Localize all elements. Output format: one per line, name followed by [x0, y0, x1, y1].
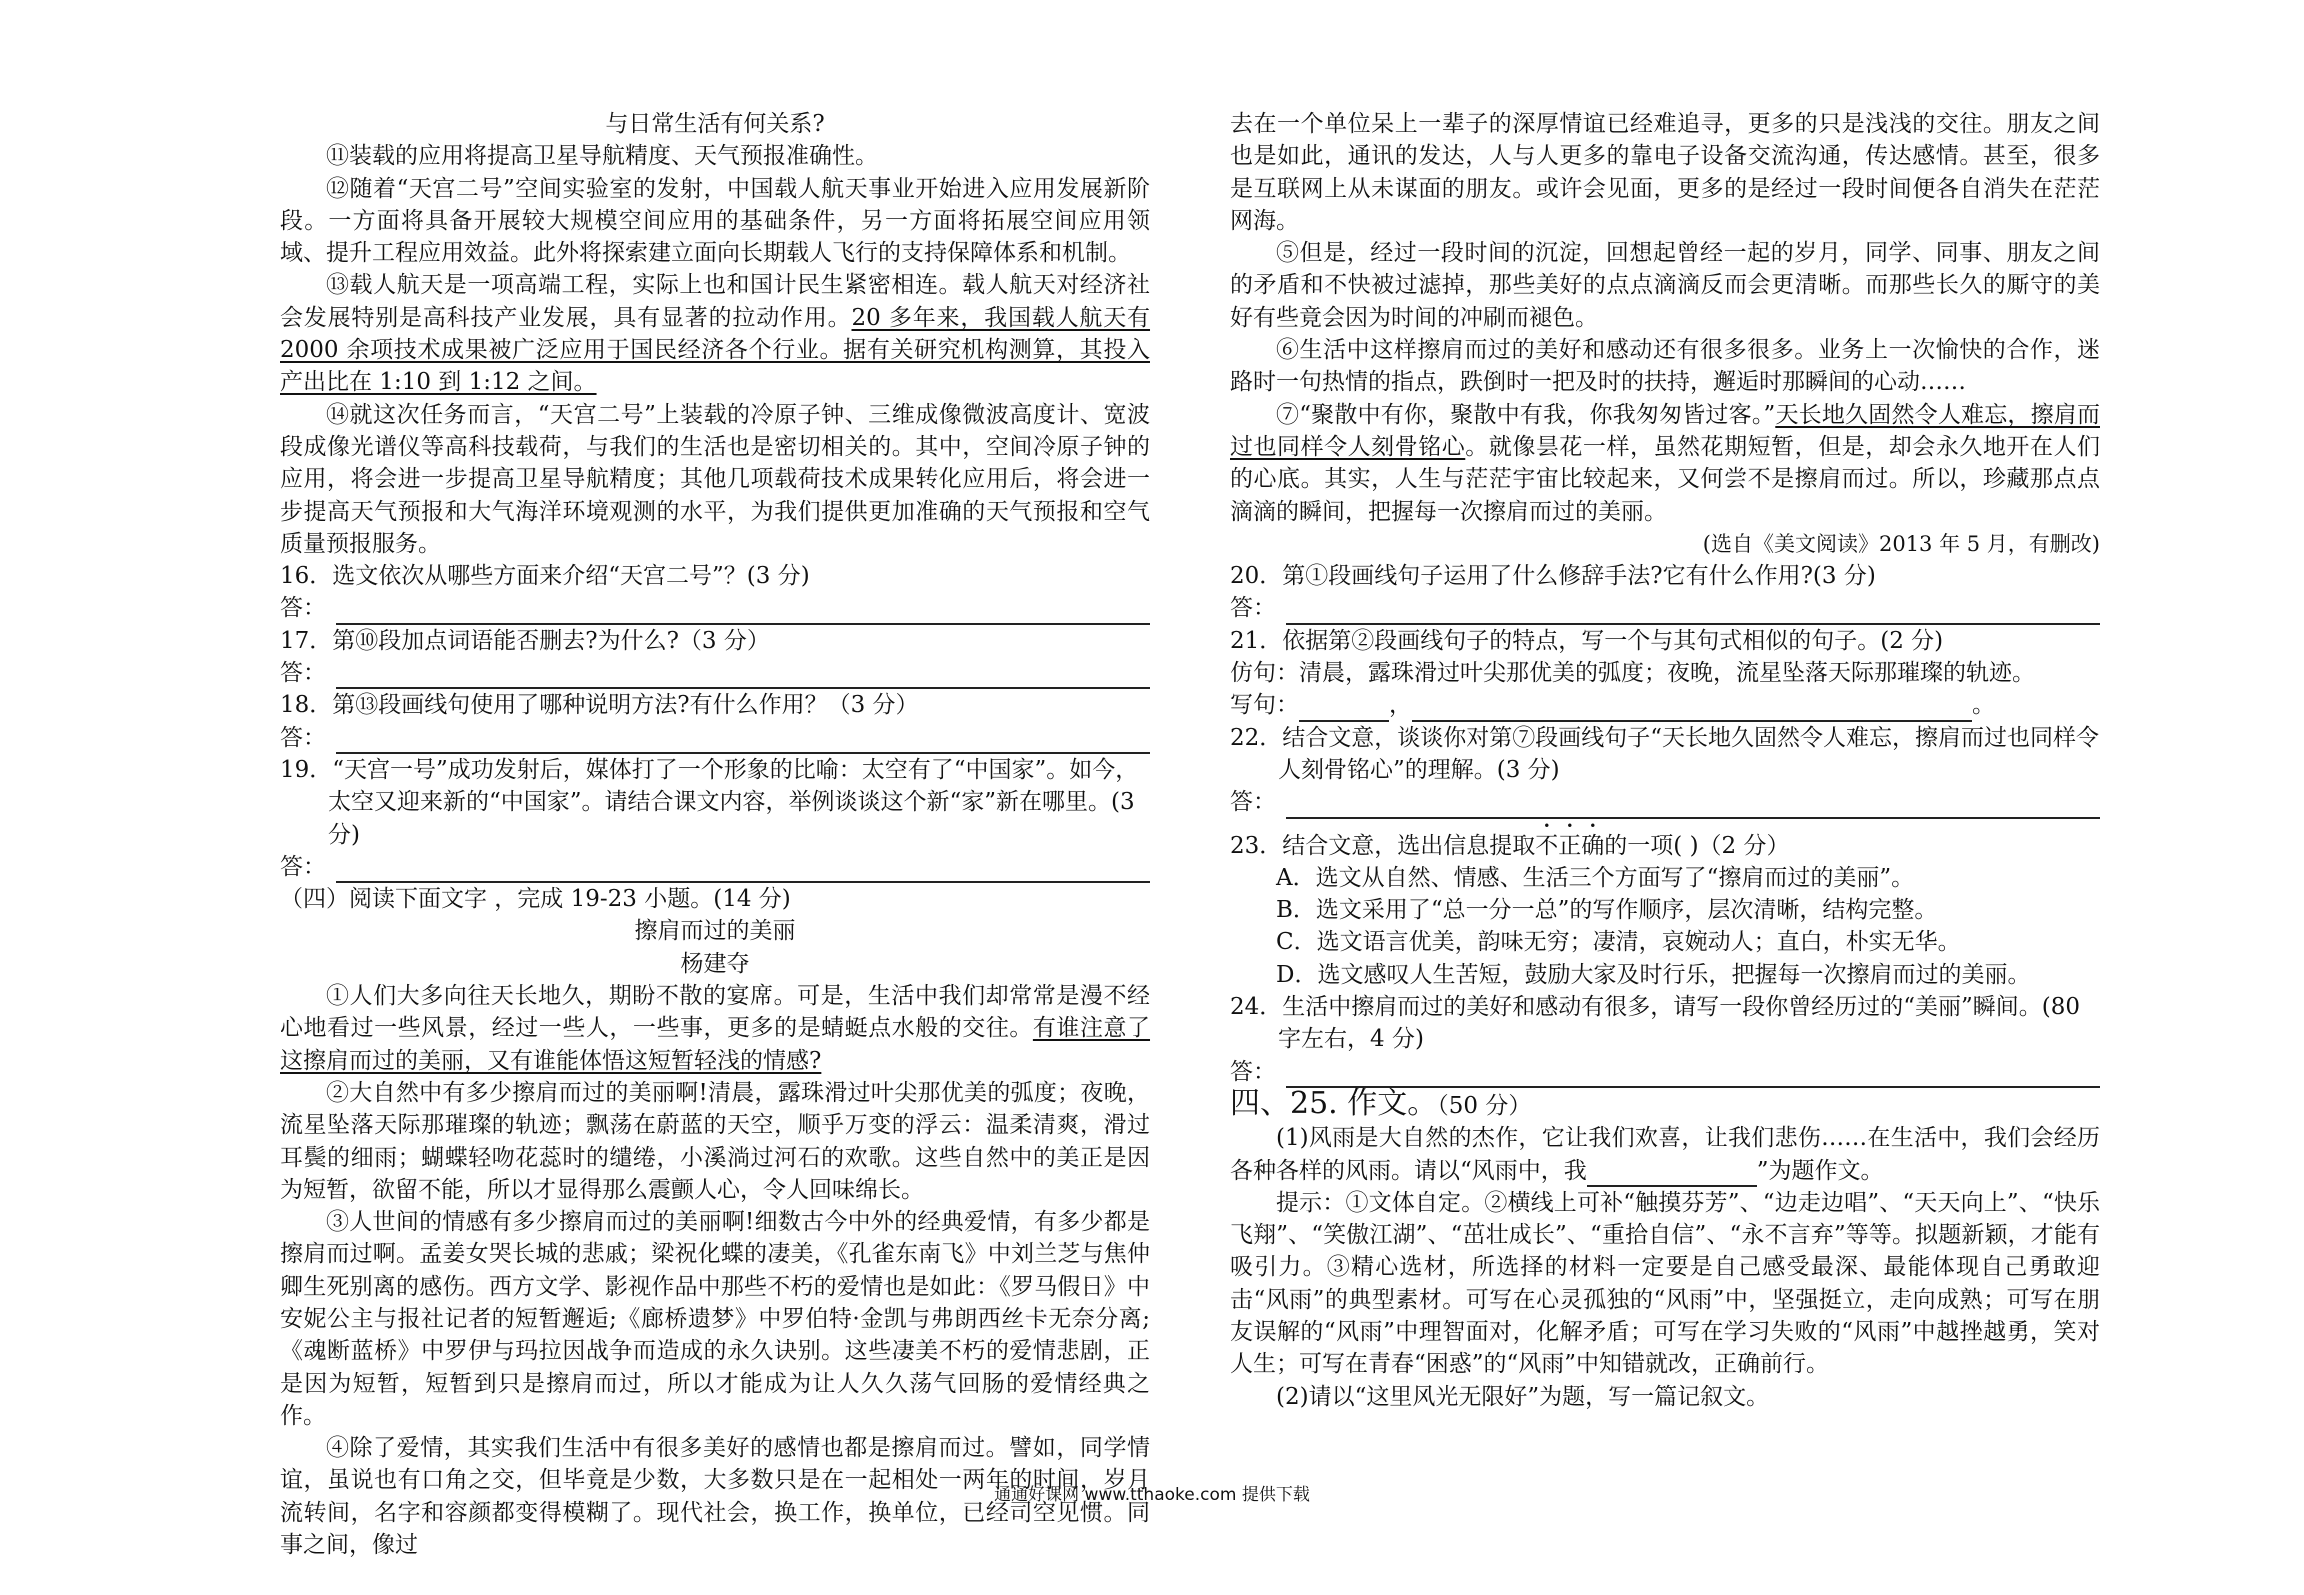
answer-label: 答：: [1230, 1058, 1276, 1085]
question-19: 19．“天宫一号”成功发射后，媒体打了一个形象的比喻：太空有了“中国家”。如今，太空又迎来新的“中国家”。请结合课文内容，举例谈谈这个新“家”新在哪里。(3 分): [280, 756, 1139, 848]
left-column: [280, 108, 1150, 1561]
article-paragraph-7: [1230, 399, 2100, 528]
answer-line: [1286, 795, 2100, 819]
example-sentence: 仿句：清晨，露珠滑过叶尖那优美的弧度；夜晚，流星坠落天际那璀璨的轨迹。: [1230, 660, 2035, 687]
article-paragraph-1-text: ①人们大多向往天长地久，期盼不散的宴席。可是，生活中我们却常常是漫不经心地看过一些风景，经过一些人，一些事，更多的是蜻蜓点水般的交往。: [280, 983, 1150, 1042]
paragraph-13-underlined: 20 多年来，我国载人航天有 2000 余项技术成果被广泛应用于国民经济各个行业。据有关研究机构测算，其投入产出比在 1:10 到 1:12 之间。: [280, 304, 1151, 396]
article-source: (选自《美文阅读》2013 年 5 月，有删改): [1702, 531, 2100, 556]
answer-16[interactable]: [280, 592, 1150, 624]
right-column: [1230, 108, 2100, 1413]
paragraph-13-text: ⑬载人航天是一项高端工程，实际上也和国计民生紧密相连。载人航天对经济社会发展特别是高科技产业发展，具有显著的拉动作用。: [280, 272, 1150, 331]
question-23-emphasis: 不正确: [1535, 832, 1605, 859]
answer-line: [336, 601, 1150, 625]
article-paragraph-7-underlined: 天长地久固然令人难忘，擦肩而过也同样令人刻骨铭心: [1230, 401, 2100, 460]
article-paragraph-5: ⑤但是，经过一段时间的沉淀，回想起曾经一起的岁月，同学、同事、朋友之间的矛盾和不快被过滤掉，那些美好的点点滴滴反而会更清晰。而那些长久的厮守的美好有些竟会因为时间的冲刷而褪色。: [1230, 240, 2100, 331]
question-18: 18．第⑬段画线句使用了哪种说明方法?有什么作用？（3 分）: [280, 692, 919, 719]
article-title: 擦肩而过的美丽: [634, 918, 796, 945]
question-22: 22．结合文意，谈谈你对第⑦段画线句子“天长地久固然令人难忘，擦肩而过也同样令人刻骨铭心”的理解。(3 分): [1230, 724, 2100, 783]
answer-line: [336, 730, 1150, 754]
answer-19[interactable]: [280, 851, 1150, 883]
essay-heading-title: 四、25. 作文。: [1230, 1085, 1438, 1121]
passage-line: 与日常生活有何关系?: [605, 111, 825, 137]
answer-label: 答：: [280, 660, 326, 687]
paragraph-12: ⑫随着“天宫二号”空间实验室的发射，中国载人航天事业开始进入应用发展新阶段。一方面将具备开展较大规模空间应用的基础条件，另一方面将拓展空间应用领域、提升工程应用效益。此外将探索建立面向长期载人飞行的支持保障体系和机制。: [280, 175, 1150, 267]
page-footer: 通通好课网 www.tthaoke.com 提供下载: [994, 1485, 1310, 1505]
article-paragraph-4: ④除了爱情，其实我们生活中有很多美好的感情也都是擦肩而过。譬如，同学情谊，虽说也有口角之交，但毕竟是少数，大多数只是在一起相处一两年的时间，岁月流转间，名字和容颜都变得模糊了。现代社会，换工作，换单位，已经司空见惯。同事之间，像过: [280, 1435, 1150, 1559]
answer-label: 答：: [280, 853, 326, 880]
question-24: 24．生活中擦肩而过的美好和感动有很多，请写一段你曾经历过的“美丽”瞬间。(80 字左右，4 分): [1230, 994, 2081, 1053]
question-21: 21．依据第②段画线句子的特点，写一个与其句式相似的句子。(2 分): [1230, 627, 1944, 654]
paragraph-13: [280, 269, 1150, 398]
article-paragraph-2: ②大自然中有多少擦肩而过的美丽啊!清晨，露珠滑过叶尖那优美的弧度；夜晚，流星坠落天际那璀璨的轨迹；飘荡在蔚蓝的天空，顺乎万变的浮云：温柔清爽，滑过耳鬓的细雨；蝴蝶轻吻花蕊时的缱绻，小溪淌过河石的欢歌。这些自然中的美正是因为短暂，欲留不能，所以才显得那么震颤人心，令人回味绵长。: [280, 1079, 1150, 1203]
article-paragraph-6: ⑥生活中这样擦肩而过的美好和感动还有很多很多。业务上一次愉快的合作，迷路时一句热情的指点，跌倒时一把及时的扶持，邂逅时那瞬间的心动……: [1230, 337, 2100, 396]
section-4-heading: （四）阅读下面文字 ，完成 19-23 小题。(14 分): [280, 886, 791, 913]
article-paragraph-7-text: 。就像昙花一样，虽然花期短暂，但是，却会永久地开在人们的心底。其实，人生与茫茫宇宙比较起来，又何尝不是擦肩而过。所以，珍藏那点点滴滴的瞬间，把握每一次擦肩而过的美丽。: [1230, 433, 2101, 525]
answer-line: [336, 665, 1150, 689]
answer-label: 答：: [1230, 595, 1276, 622]
article-paragraph-1-underlined: 有谁注意了这擦肩而过的美丽，又有谁能体悟这短暂轻浅的情感?: [280, 1015, 1151, 1074]
essay-prompt-2: (2)请以“这里风光无限好”为题，写一篇记叙文。: [1276, 1383, 1770, 1410]
answer-24[interactable]: [1230, 1056, 2100, 1088]
option-a: A．选文从自然、情感、生活三个方面写了“擦肩而过的美丽”。: [1276, 864, 1915, 891]
option-b: B．选文采用了“总一分一总”的写作顺序，层次清晰，结构完整。: [1276, 897, 1938, 924]
question-16: 16．选文依次从哪些方面来介绍“天宫二号”？(3 分): [280, 563, 810, 590]
answer-22[interactable]: [1230, 786, 2100, 818]
question-17: 17．第⑩段加点词语能否删去?为什么?（3 分）: [280, 627, 770, 654]
question-20: 20．第①段画线句子运用了什么修辞手法?它有什么作用?(3 分): [1230, 563, 1876, 590]
blank-long[interactable]: [1412, 698, 1972, 722]
question-23-text: 23．结合文意，选出信息提取: [1230, 832, 1536, 859]
write-sentence-label: 写句：: [1230, 692, 1299, 719]
answer-line: [1286, 601, 2100, 625]
question-23: [1230, 819, 2100, 862]
article-paragraph-3: ③人世间的情感有多少擦肩而过的美丽啊!细数古今中外的经典爱情，有多少都是擦肩而过啊。孟姜女哭长城的悲戚；梁祝化蝶的凄美，《孔雀东南飞》中刘兰芝与焦仲卿生死别离的感伤。西方文学、影视作品中那些不朽的爱情也是如此：《罗马假日》中安妮公主与报社记者的短暂邂逅;《廊桥遗梦》中罗伯特·金凯与弗朗西丝卡无奈分离;《魂断蓝桥》中罗伊与玛拉因战争而造成的永久诀别。这些凄美不朽的爱情悲剧，正是因为短暂，短暂到只是擦肩而过，所以才能成为让人久久荡气回肠的爱情经典之作。: [280, 1209, 1150, 1429]
answer-line: [1286, 1064, 2100, 1088]
answer-label: 答：: [1230, 789, 1276, 816]
essay-tips: 提示：①文体自定。②横线上可补“触摸芬芳”、“边走边唱”、“天天向上”、“快乐飞翔”、“笑傲江湖”、“茁壮成长”、“重拾自信”、“永不言弃”等等。拟题新颖，才能有吸引力。③精心选材，所选择的材料一定要是自己感受最深、最能体现自己勇敢迎击“风雨”的典型素材。可写在心灵孤独的“风雨”中，坚强挺立，走向成熟；可写在朋友误解的“风雨”中理智面对，化解矛盾；可写在学习失败的“风雨”中越挫越勇，笑对人生；可写在青春“困惑”的“风雨”中知错就改，正确前行。: [1230, 1189, 2100, 1378]
essay-prompt-1-text: (1)风雨是大自然的杰作，它让我们欢喜，让我们悲伤……在生活中，我们会经历各种各样的风雨。请以“风雨中，我: [1230, 1125, 2100, 1184]
paragraph-11: ⑪装载的应用将提高卫星导航精度、天气预报准确性。: [326, 143, 878, 170]
question-23-tail: 的一项( )（2 分）: [1604, 832, 1790, 859]
article-paragraph-1: [280, 980, 1150, 1077]
article-paragraph-7-quote: ⑦“聚散中有你，聚散中有我，你我匆匆皆过客。”: [1276, 401, 1776, 428]
essay-heading-score: （50 分）: [1437, 1092, 1532, 1119]
article-author: 杨建夺: [680, 950, 750, 977]
answer-20[interactable]: [1230, 592, 2100, 624]
answer-label: 答：: [280, 724, 326, 751]
option-d: D．选文感叹人生苦短，鼓励大家及时行乐，把握每一次擦肩而过的美丽。: [1276, 961, 2031, 988]
paragraph-14: ⑭就这次任务而言，“天宫二号”上装载的冷原子钟、三维成像微波高度计、宽波段成像光谱仪等高科技载荷，与我们的生活也是密切相关的。其中，空间冷原子钟的应用，将会进一步提高卫星导航精度；其他几项载荷技术成果转化应用后，将会进一步提高天气预报和大气海洋环境观测的水平，为我们提供更加准确的天气预报和空气质量预报服务。: [280, 401, 1150, 557]
essay-prompt-1-tail: ”为题作文。: [1756, 1157, 1884, 1184]
essay-prompt-1: [1230, 1122, 2100, 1187]
answer-line: [336, 859, 1150, 883]
answer-18[interactable]: [280, 722, 1150, 754]
write-sentence[interactable]: 写句： ， 。: [1230, 689, 2100, 721]
essay-title-blank[interactable]: [1587, 1163, 1757, 1187]
answer-17[interactable]: [280, 657, 1150, 689]
blank-short[interactable]: [1299, 698, 1389, 722]
article-paragraph-4-cont: 去在一个单位呆上一辈子的深厚情谊已经难追寻，更多的只是浅浅的交往。朋友之间也是如此，通讯的发达，人与人更多的靠电子设备交流沟通，传达感情。甚至，很多是互联网上从未谋面的朋友。或许会见面，更多的是经过一段时间便各自消失在茫茫网海。: [1230, 111, 2100, 234]
answer-label: 答：: [280, 595, 326, 622]
essay-heading: [1230, 1085, 2100, 1122]
option-c: C．选文语言优美，韵味无穷；凄清，哀婉动人；直白，朴实无华。: [1276, 929, 1961, 956]
